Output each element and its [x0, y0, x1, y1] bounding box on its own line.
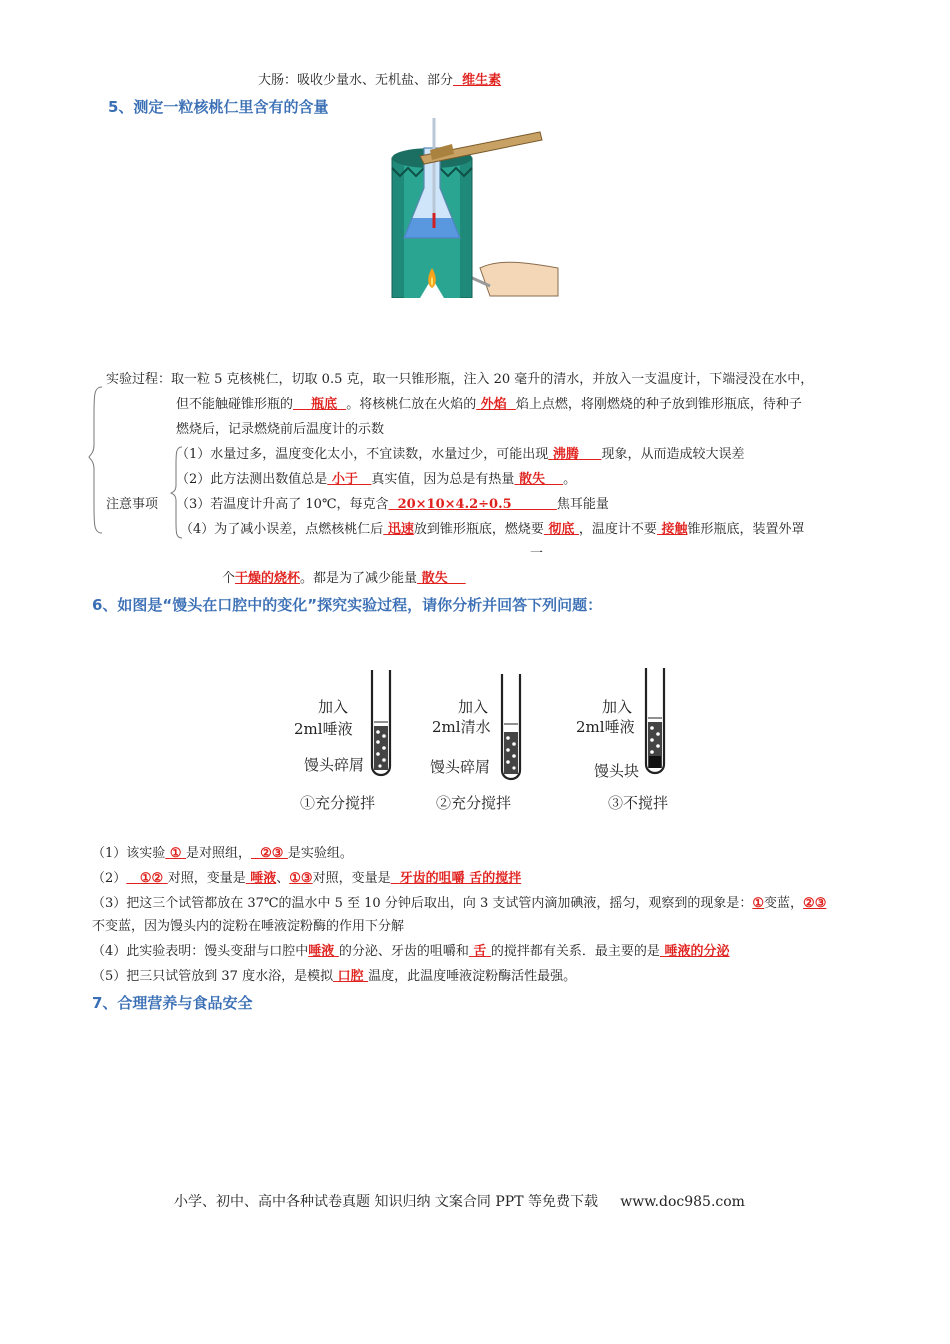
- note-2: （2）此方法测出数值总是 小于 真实值，因为总是有热量 散失 。: [176, 472, 577, 487]
- note-4: （4）为了减小误差，点燃核桃仁后 迅速放到锥形瓶底，燃烧要 彻底 ，温度计不要 接触锥形瓶底，装置外罩: [180, 522, 805, 537]
- question-3-cont: 不变蓝，因为馒头内的淀粉在唾液淀粉酶的作用下分解: [92, 919, 405, 934]
- tube-1-caption: ①充分搅拌: [300, 794, 376, 812]
- large-intestine-line: [258, 72, 501, 90]
- test-tube-2: [498, 674, 524, 786]
- footer-text: 小学、初中、高中各种试卷真题 知识归纳 文案合同 PPT 等免费下载: [174, 1194, 598, 1210]
- notes-label: 注意事项: [106, 497, 159, 512]
- line-text: 大肠：吸收少量水、无机盐、部分: [258, 73, 454, 88]
- section-5-heading: 5、测定一粒核桃仁里含有的含量: [108, 98, 329, 116]
- tube-1-liquid: 2ml唾液: [294, 720, 353, 738]
- tube-2-liquid: 2ml清水: [432, 718, 491, 736]
- test-tube-1: [368, 670, 394, 782]
- question-2: （2） ①② 对照，变量是 唾液、①③对照，变量是 牙齿的咀嚼 舌的搅拌: [92, 871, 522, 886]
- note-5: 个干燥的烧杯。都是为了减少能量 散失: [222, 571, 448, 586]
- tube-1-content: 馒头碎屑: [304, 756, 365, 774]
- bracket-brace: [88, 385, 104, 535]
- note-1: （1）水量过多，温度变化太小，不宜读数，水量过少，可能出现 沸腾 现象，从而造成较大误差: [176, 447, 745, 462]
- tube-2-add: 加入: [458, 698, 489, 716]
- section-6-heading: 6、如图是“馒头在口腔中的变化”探究实验过程，请你分析并回答下列问题：: [92, 596, 603, 614]
- note-3: （3）若温度计升高了 10℃，每克含 20×10×4.2÷0.5 焦耳能量: [176, 497, 609, 512]
- note-4-wrap: 一: [530, 546, 544, 561]
- question-5: （5）把三只试管放到 37 度水浴，是模拟 口腔 温度，此温度唾液淀粉酶活性最强。: [92, 969, 577, 984]
- tube-2-content: 馒头碎屑: [430, 758, 491, 776]
- process-line-2: 但不能触碰锥形瓶的 瓶底 。将核桃仁放在火焰的 外焰 焰上点燃，将刚燃烧的种子放到锥形瓶底，待种子: [176, 397, 802, 412]
- test-tube-3: [642, 668, 668, 780]
- tube-3-caption: ③不搅拌: [608, 794, 669, 812]
- footer: [174, 1191, 745, 1211]
- answer-vitamin: 维生素: [462, 73, 502, 88]
- tube-1-add: 加入: [318, 698, 349, 716]
- process-line-1: 实验过程：取一粒 5 克核桃仁，切取 0.5 克，取一只锥形瓶，注入 20 毫升的清水，并放入一支温度计，下端浸没在水中，: [106, 372, 814, 387]
- process-label: 实验过程：: [106, 372, 172, 387]
- walnut-burning-apparatus-illustration: [390, 118, 560, 298]
- tube-3-add: 加入: [602, 698, 633, 716]
- question-4: （4）此实验表明：馒头变甜与口腔中唾液 的分泌、牙齿的咀嚼和 舌 的搅拌都有关系．最主要的是 唾液的分泌: [92, 944, 730, 959]
- process-line-3: 燃烧后，记录燃烧前后温度计的示数: [176, 422, 385, 437]
- question-3: （3）把这三个试管都放在 37℃的温水中 5 至 10 分钟后取出，向 3 支试管内滴加碘液，摇匀，观察到的现象是：①变蓝，②③: [92, 896, 827, 911]
- section-7-heading: 7、合理营养与食品安全: [92, 994, 253, 1012]
- tube-2-caption: ②充分搅拌: [436, 794, 512, 812]
- question-1: （1）该实验 ① 是对照组， ②③ 是实验组。: [92, 846, 353, 861]
- tube-3-content: 馒头块: [594, 762, 640, 780]
- test-tubes-figure: [290, 660, 690, 820]
- tube-3-liquid: 2ml唾液: [576, 718, 635, 736]
- footer-url-link[interactable]: www.doc985.com: [620, 1194, 745, 1210]
